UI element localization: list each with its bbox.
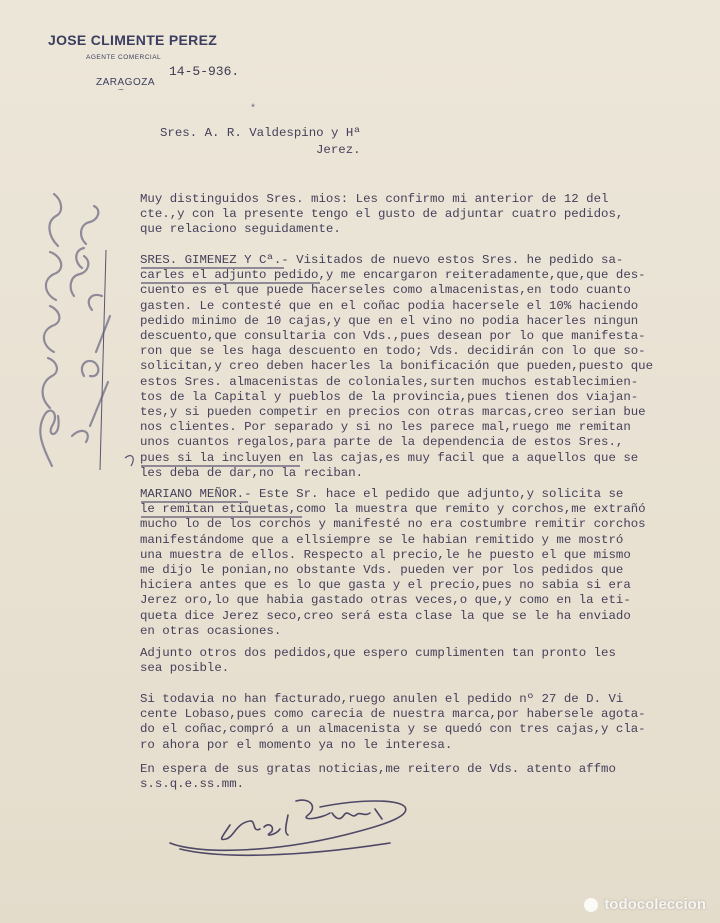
text-line: cente Lobaso,pues como carecia de nuestra marca,por habersele agota- bbox=[140, 707, 646, 722]
text-line: en otras ocasiones. bbox=[140, 623, 282, 638]
sender-role: AGENTE COMERCIAL bbox=[86, 54, 162, 61]
text-line: do el coñac,compró a un almacenista y se quedó con tres cajas,y cla- bbox=[140, 722, 646, 737]
text-line: me dijo le ponian,no obstante Vds. pueden ver por los pedidos que bbox=[140, 563, 624, 578]
handwritten-signature bbox=[160, 785, 440, 865]
recipient-city: Jerez. bbox=[316, 143, 361, 157]
text-line: ro ahora por el momento ya no le interesa. bbox=[140, 737, 453, 752]
ink-mark: * bbox=[250, 104, 257, 115]
text-line: manifestándome que a ellsiempre se le habian remitido y me mostró bbox=[140, 532, 624, 547]
sender-city: ZARAGOZA bbox=[96, 77, 156, 88]
text-line: tes,y si pueden competir en precios con otras marcas,creo serian bue bbox=[140, 405, 646, 420]
text-line: pedido minimo de 10 cajas,y que en el vino no podia hacerles ningun bbox=[140, 313, 639, 328]
text-line: les deba de dar,no la reciban. bbox=[140, 465, 364, 480]
text-line: Jerez oro,lo que habia gastado otras veces,o que,y como en la eti- bbox=[140, 593, 631, 608]
text-line: En espera de sus gratas noticias,me reitero de Vds. atento affmo bbox=[140, 762, 616, 776]
ink-mark: ~ bbox=[118, 86, 125, 97]
text-line: hiciera antes que es lo que gasta y el precio,pues no sabia si era bbox=[140, 578, 631, 593]
text-line: ron que se les haga descuento en todo; Vds. decidirán con lo que so- bbox=[140, 344, 646, 359]
text-line: una muestra de ellos. Respecto al precio,le he puesto el que mismo bbox=[140, 547, 631, 562]
text-line: solicitan,y creo deben hacerles la bonificación que pueden,puesto que bbox=[140, 359, 654, 374]
sender-name: JOSE CLIMENTE PEREZ bbox=[48, 32, 218, 48]
text-line: mucho lo de los corchos y manifesté no era costumbre remitir corchos bbox=[140, 517, 646, 532]
text-line: le remitan etiquetas,como la muestra que remito y corchos,me extrañó bbox=[140, 502, 646, 517]
text-line: sea posible. bbox=[140, 661, 230, 676]
watermark-text: todocoleccion bbox=[604, 896, 706, 913]
margin-line bbox=[100, 250, 106, 470]
text-line: pues si la incluyen en las cajas,es muy facil que a aquellos que se bbox=[140, 450, 639, 465]
text-line: MARIANO MEÑOR.- Este Sr. hace el pedido que adjunto,y solicita se bbox=[140, 487, 624, 501]
text-line: carles el adjunto pedido,y me encargaron reiteradamente,que,que des- bbox=[140, 268, 646, 283]
text-line: cuento es el que puede hacerseles como almacenistas,en todo cuanto bbox=[140, 283, 631, 298]
text-line: tos de la Capital y pueblos de la provincia,pues tienen dos viajan- bbox=[140, 389, 639, 404]
text-line: gasten. Le contesté que en el coñac podia hacersele el 10% haciendo bbox=[140, 298, 639, 313]
text-line: s.s.q.e.ss.mm. bbox=[140, 777, 245, 792]
text-line: cte.,y con la presente tengo el gusto de adjuntar cuatro pedidos, bbox=[140, 207, 624, 222]
signature-handwriting bbox=[160, 785, 440, 865]
text-line: Muy distinguidos Sres. mios: Les confirmo mi anterior de 12 del bbox=[140, 192, 609, 206]
text-line: estos Sres. almacenistas de coloniales,surten muchos establecimien- bbox=[140, 374, 639, 389]
text-line: que relaciono seguidamente. bbox=[140, 222, 341, 237]
letter-date: 14-5-936. bbox=[169, 64, 240, 79]
text-line: descuento,que consultaria con Vds.,pues desean por lo que manifesta- bbox=[140, 329, 646, 344]
watermark-logo-icon bbox=[584, 898, 598, 912]
pencil-bracket bbox=[125, 456, 133, 466]
text-line: Si todavia no han facturado,ruego anulen el pedido nº 27 de D. Vi bbox=[140, 692, 624, 706]
text-line: SRES. GIMENEZ Y Cª.- Visitados de nuevo estos Sres. he pedido sa- bbox=[140, 253, 624, 267]
recipient-line: Sres. A. R. Valdespino y Hª bbox=[160, 126, 361, 140]
text-line: nos clientes. Por separado y si no les parece mal,ruego me remitan bbox=[140, 420, 631, 435]
text-line: Adjunto otros dos pedidos,que espero cumplimenten tan pronto les bbox=[140, 646, 616, 660]
text-line: unos cuantos regalos,para parte de la dependencia de estos Sres., bbox=[140, 435, 624, 450]
text-line: queta dice Jerez seco,creo será esta clase la que se le ha enviado bbox=[140, 608, 631, 623]
watermark bbox=[584, 896, 706, 913]
